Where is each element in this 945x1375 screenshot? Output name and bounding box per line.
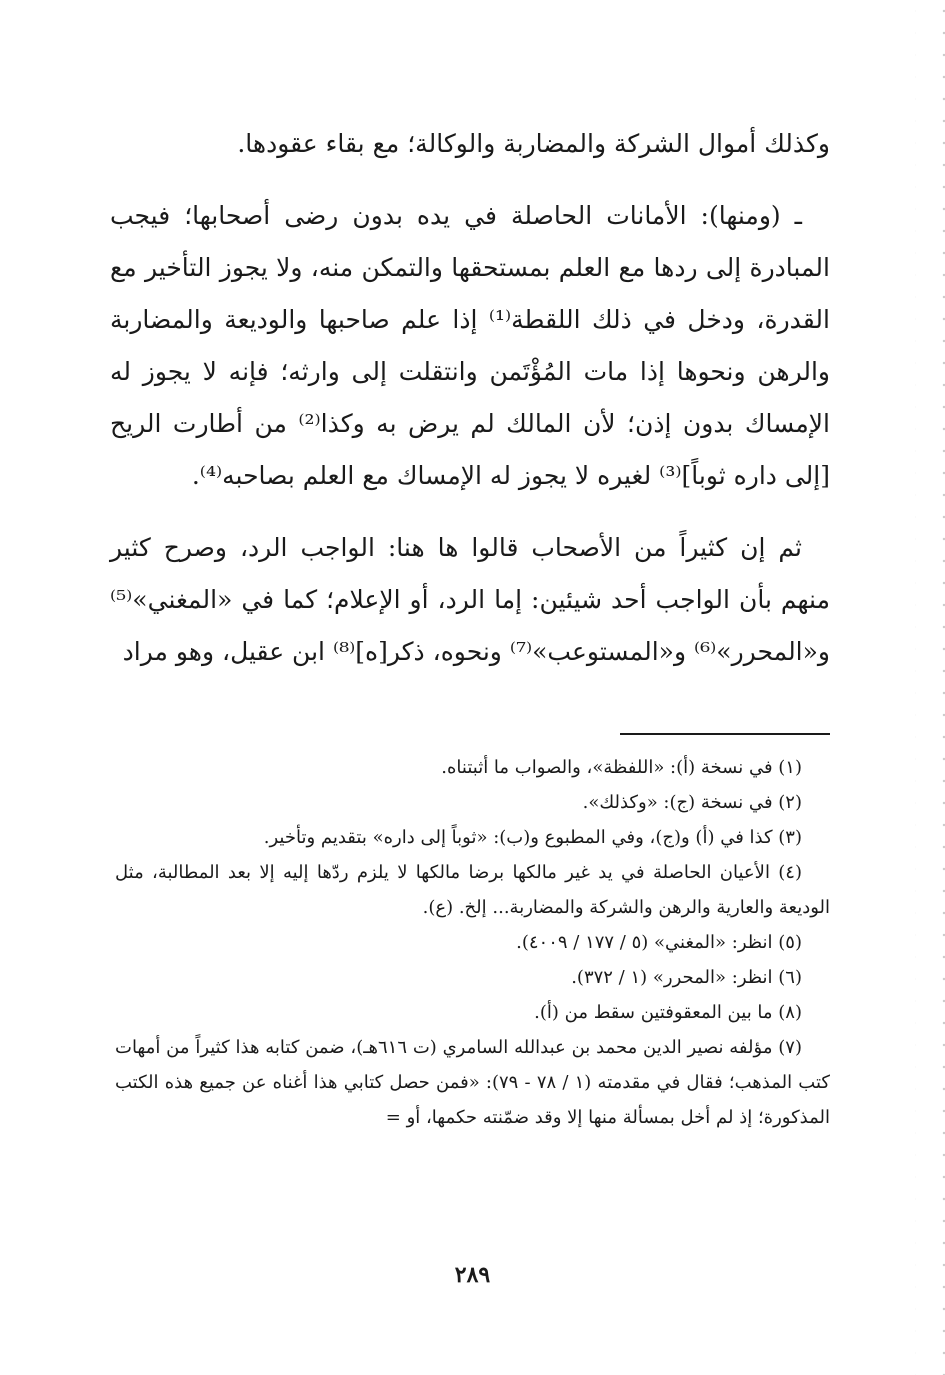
paragraph-3: ثم إن كثيراً من الأصحاب قالوا ها هنا: الواجب الرد، وصرح كثير منهم بأن الواجب أحد شيئين: إما الرد، أو الإعلام؛ كما في «المغني»⁽⁵⁾ و«المحرر»⁽⁶⁾ و«المستوعب»⁽⁷⁾ ونحوه، ذكر[ه]⁽⁸⁾ ابن عقيل، وهو مراد <box>110 533 830 666</box>
footnote-6: (٦) انظر: «المحرر» (١ / ٣٧٢). <box>571 967 802 988</box>
footnote-5: (٥) انظر: «المغني» (٥ / ١٧٧ / ٤٠٠٩). <box>516 932 802 953</box>
footnote-1: (١) في نسخة (أ): «اللفظة»، والصواب ما أثبتناه. <box>441 757 802 778</box>
page-edge-dots <box>915 0 945 1375</box>
footnote-4: (٤) الأعيان الحاصلة في يد غير مالكها برضا مالكها لا يلزم ردّها إليه إلا بعد المطالبة، مثل الوديعة والعارية والرهن والشركة والمضاربة... إلخ. (ع). <box>115 862 830 918</box>
footnote-8: (٨) ما بين المعقوفتين سقط من (أ). <box>534 1002 802 1023</box>
paragraph-1: وكذلك أموال الشركة والمضاربة والوكالة؛ مع بقاء عقودها. <box>237 129 830 158</box>
page-number: ٢٨٩ <box>454 1262 491 1288</box>
footnotes <box>115 750 830 1135</box>
footnote-2: (٢) في نسخة (ج): «وكذلك». <box>582 792 802 813</box>
footnote-separator <box>620 733 830 735</box>
main-text <box>110 118 830 678</box>
footnote-7: (٧) مؤلفه نصير الدين محمد بن عبدالله السامري (ت ٦١٦هـ)، ضمن كتابه هذا كثيراً من أمهات كتب المذهب؛ فقال في مقدمته (١ / ٧٨ - ٧٩): «فمن حصل كتابي هذا أغناه عن جميع هذه الكتب المذكورة؛ إذ لم أخل بمسألة منها إلا وقد ضمّنته حكمها، أو = <box>115 1037 830 1128</box>
paragraph-2: ـ (ومنها): الأمانات الحاصلة في يده بدون رضى أصحابها؛ فيجب المبادرة إلى ردها مع العلم بمستحقها والتمكن منه، ولا يجوز التأخير مع القدرة، ودخل في ذلك اللقطة⁽¹⁾ إذا علم صاحبها والوديعة والمضاربة والرهن ونحوها إذا مات المُؤْتَمن وانتقلت إلى وارثه؛ فإنه لا يجوز له الإمساك بدون إذن؛ لأن المالك لم يرض به وكذا⁽²⁾ من أطارت الريح [إلى داره ثوباً]⁽³⁾ لغيره لا يجوز له الإمساك مع العلم بصاحبه⁽⁴⁾. <box>110 201 830 490</box>
footnote-3: (٣) كذا في (أ) و(ج)، وفي المطبوع و(ب): «ثوباً إلى داره» بتقديم وتأخير. <box>263 827 802 848</box>
